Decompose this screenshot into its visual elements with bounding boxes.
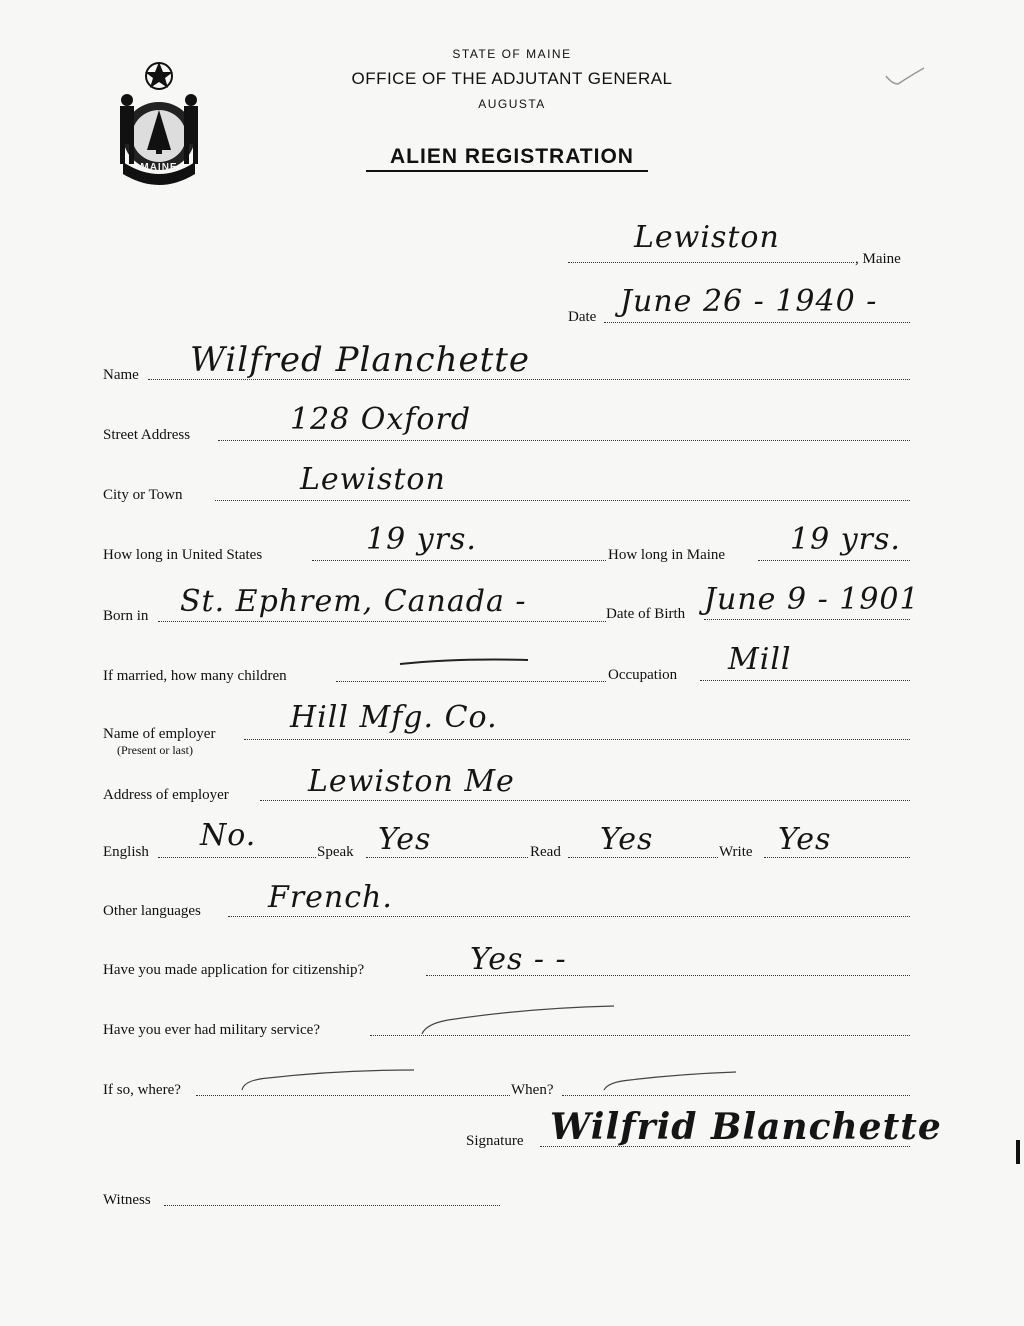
military-label: Have you ever had military service?: [103, 1022, 320, 1038]
born-in-line: [158, 621, 606, 622]
when-label: When?: [511, 1082, 554, 1098]
name-label: Name: [103, 367, 139, 383]
read-label: Read: [530, 844, 561, 860]
children-line: [336, 681, 606, 682]
employer-address-value: Lewiston Me: [308, 764, 515, 799]
how-long-us-line: [312, 560, 606, 561]
write-value: Yes: [778, 822, 832, 857]
speak-value: Yes: [378, 822, 432, 857]
witness-line: [164, 1205, 500, 1206]
state-suffix-label: , Maine: [855, 251, 901, 267]
write-label: Write: [719, 844, 753, 860]
speak-label: Speak: [317, 844, 354, 860]
date-of-birth-value: June 9 - 1901: [704, 582, 920, 617]
when-dash-mark: [600, 1070, 740, 1094]
title-underline: [366, 170, 648, 172]
date-of-birth-line: [704, 619, 910, 620]
date-of-birth-label: Date of Birth: [606, 606, 686, 622]
occupation-label: Occupation: [608, 667, 678, 683]
citizenship-value: Yes - -: [470, 942, 567, 977]
how-long-us-label: How long in United States: [103, 547, 263, 563]
seal-label: MAINE: [140, 162, 178, 173]
header-office: OFFICE OF THE ADJUTANT GENERAL: [351, 69, 673, 88]
where-line: [196, 1095, 510, 1096]
town-line: [568, 262, 854, 263]
employer-label: Name of employer: [103, 726, 216, 742]
occupation-value: Mill: [728, 642, 792, 677]
how-long-maine-line: [758, 560, 910, 561]
city-value: Lewiston: [300, 462, 446, 497]
born-in-value: St. Ephrem, Canada -: [180, 584, 527, 619]
date-label: Date: [568, 309, 597, 325]
edge-mark: [1016, 1140, 1020, 1164]
english-label: English: [103, 844, 149, 860]
employer-address-label: Address of employer: [103, 787, 229, 803]
write-line: [764, 857, 910, 858]
born-in-label: Born in: [103, 608, 149, 624]
read-line: [568, 857, 718, 858]
page-title: ALIEN REGISTRATION: [390, 145, 634, 168]
header-city: AUGUSTA: [478, 97, 546, 111]
english-value: No.: [200, 818, 257, 853]
where-label: If so, where?: [103, 1082, 181, 1098]
town-value: Lewiston: [634, 220, 780, 255]
header-state: STATE OF MAINE: [452, 47, 572, 61]
name-value: Wilfred Planchette: [190, 340, 531, 380]
where-dash-mark: [238, 1066, 418, 1094]
citizenship-label: Have you made application for citizenship?: [103, 962, 365, 978]
street-label: Street Address: [103, 427, 191, 443]
how-long-maine-label: How long in Maine: [608, 547, 726, 563]
employer-value: Hill Mfg. Co.: [290, 700, 498, 735]
how-long-us-value: 19 yrs.: [366, 522, 477, 557]
other-languages-value: French.: [268, 880, 393, 915]
speak-line: [366, 857, 528, 858]
how-long-maine-value: 19 yrs.: [790, 522, 901, 557]
occupation-line: [700, 680, 910, 681]
employer-address-line: [260, 800, 910, 801]
english-line: [158, 857, 316, 858]
city-label: City or Town: [103, 487, 183, 503]
read-value: Yes: [600, 822, 654, 857]
city-line: [215, 500, 910, 501]
employer-note: (Present or last): [117, 743, 193, 757]
when-line: [562, 1095, 910, 1096]
signature-label: Signature: [466, 1133, 524, 1149]
children-label: If married, how many children: [103, 668, 287, 684]
employer-line: [244, 739, 910, 740]
date-line: [604, 322, 910, 323]
street-line: [218, 440, 910, 441]
signature-value: Wilfrid Blanchette: [550, 1106, 942, 1148]
military-dash-mark: [418, 1004, 618, 1038]
check-mark-icon: [880, 62, 930, 92]
witness-label: Witness: [103, 1192, 151, 1208]
other-languages-line: [228, 916, 910, 917]
other-languages-label: Other languages: [103, 903, 201, 919]
street-value: 128 Oxford: [290, 402, 472, 437]
children-dash-mark: [398, 656, 532, 668]
date-value: June 26 - 1940 -: [620, 284, 878, 319]
